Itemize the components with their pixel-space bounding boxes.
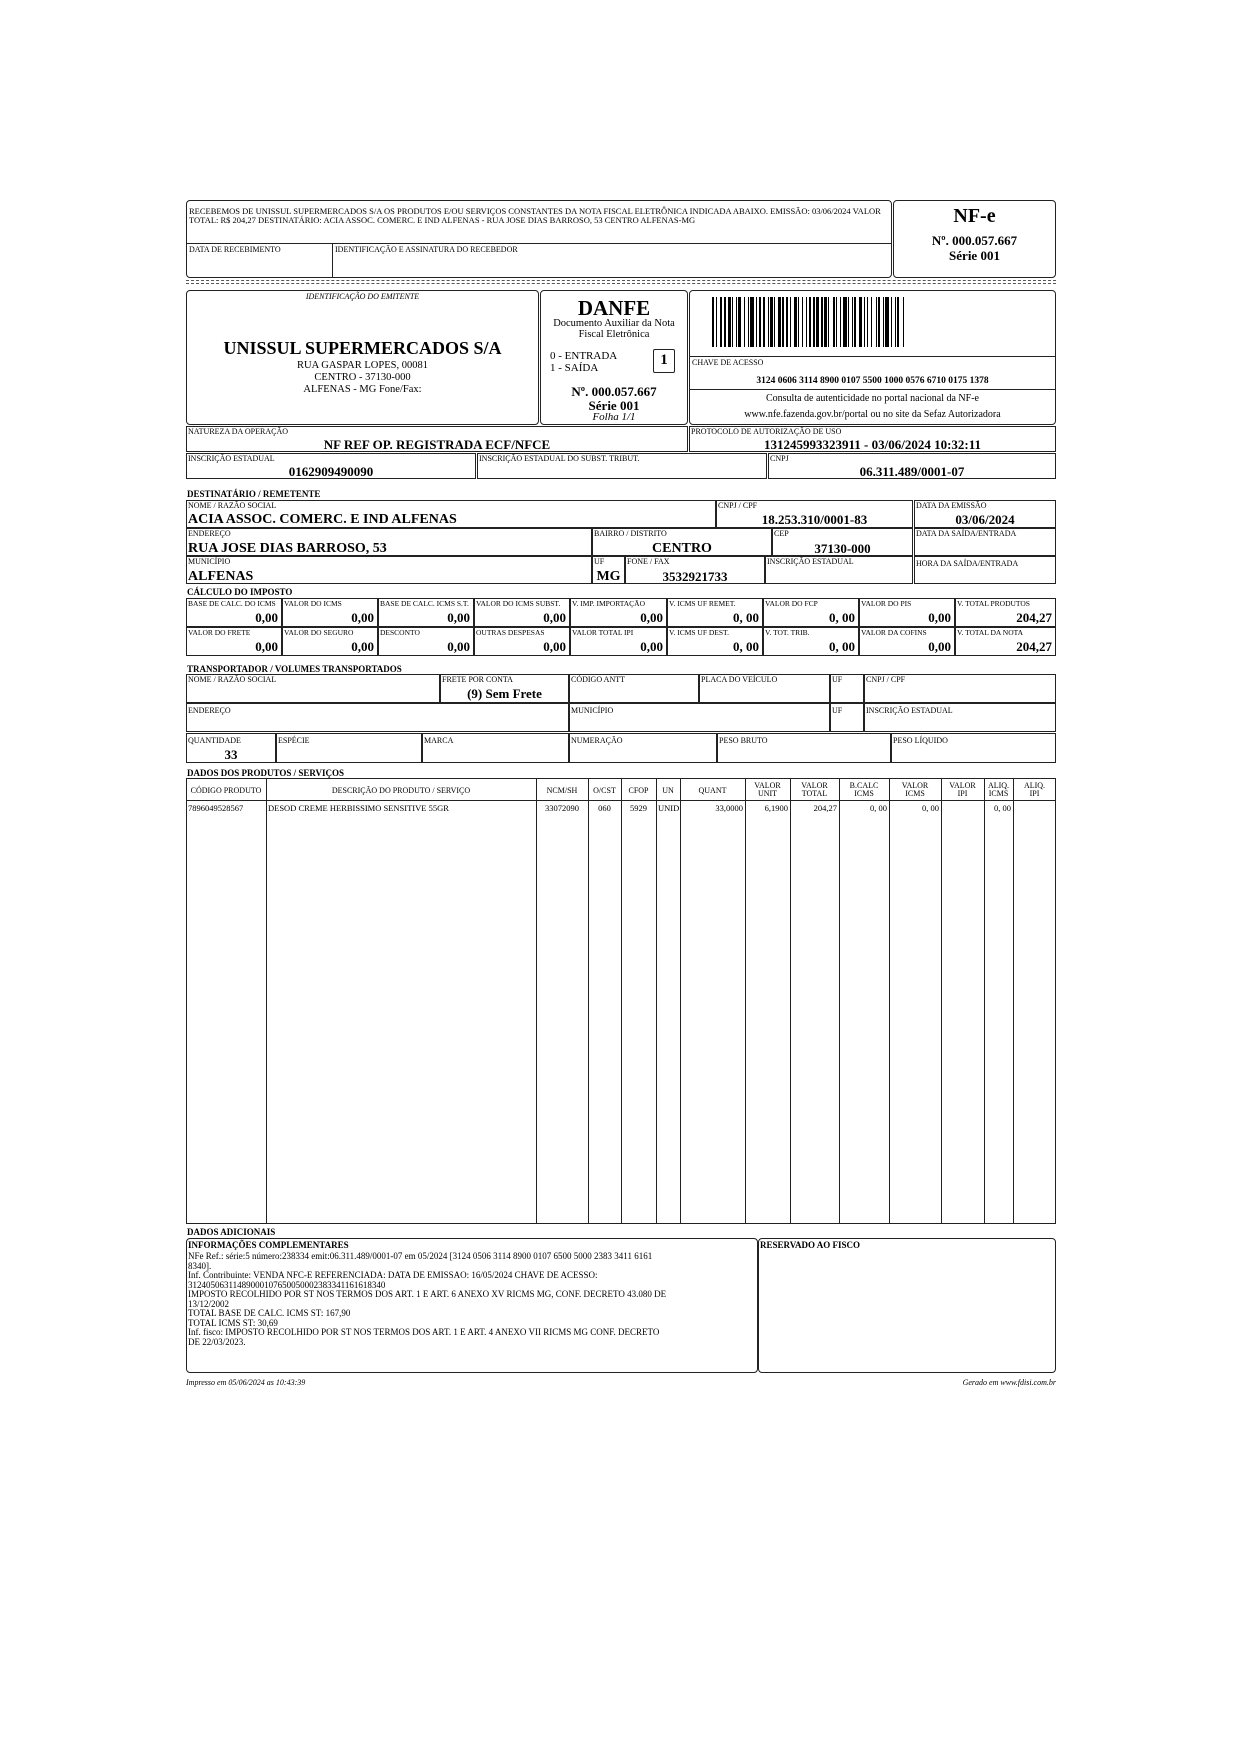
imposto-label: VALOR DO FRETE — [188, 628, 251, 637]
data-recebimento-label: DATA DE RECEBIMENTO — [189, 245, 281, 254]
dest-ie-label: INSCRIÇÃO ESTADUAL — [767, 557, 854, 566]
dest-cnpj-value: 18.253.310/0001-83 — [761, 512, 868, 527]
fisco-box — [758, 1238, 1056, 1373]
info-lines — [188, 1252, 753, 1347]
column-header: O/CST — [593, 786, 616, 795]
adicionais-section: DADOS ADICIONAIS — [187, 1227, 276, 1237]
transp-ie-label: INSCRIÇÃO ESTADUAL — [866, 706, 953, 715]
imposto-label: BASE DE CALC. ICMS S.T. — [380, 599, 469, 608]
dest-endereco-value: RUA JOSE DIAS BARROSO, 53 — [188, 541, 387, 556]
column-divider — [889, 778, 890, 1224]
emitente-address3: ALFENAS - MG Fone/Fax: — [303, 384, 422, 395]
imposto-value: 0,00 — [351, 610, 374, 625]
transp-nome-label: NOME / RAZÃO SOCIAL — [188, 675, 277, 684]
canhoto-serie: Série 001 — [949, 248, 1000, 263]
transp-numeracao-label: NUMERAÇÃO — [571, 736, 623, 745]
info-label: INFORMAÇÕES COMPLEMENTARES — [188, 1240, 349, 1250]
column-divider — [266, 778, 267, 1224]
imposto-value: 0,00 — [255, 610, 278, 625]
imposto-label: VALOR DO FCP — [765, 599, 818, 608]
footer-gerado: Gerado em www.fdisi.com.br — [962, 1378, 1056, 1387]
imposto-label: OUTRAS DESPESAS — [476, 628, 545, 637]
danfe-saida: 1 - SAÍDA — [550, 362, 599, 374]
cut-line — [186, 280, 1056, 281]
transp-frete-value: (9) Sem Frete — [467, 686, 542, 701]
danfe-serie: Série 001 — [588, 398, 640, 413]
produtos-section: DADOS DOS PRODUTOS / SERVIÇOS — [187, 768, 345, 778]
dest-cep-label: CEP — [774, 529, 789, 538]
cnpj-emit-label: CNPJ — [770, 454, 789, 463]
danfe-title: DANFE — [577, 296, 651, 320]
emitente-name: UNISSUL SUPERMERCADOS S/A — [223, 338, 502, 358]
destinatario-section: DESTINATÁRIO / REMETENTE — [187, 489, 321, 499]
dest-fone-label: FONE / FAX — [627, 557, 670, 566]
natureza-value: NF REF OP. REGISTRADA ECF/NFCE — [323, 437, 551, 452]
canhoto-divider — [186, 243, 892, 244]
column-header: DESCRIÇÃO DO PRODUTO / SERVIÇO — [331, 786, 471, 795]
column-header: VALOR TOTAL — [801, 781, 828, 798]
imposto-label: DESCONTO — [380, 628, 420, 637]
imposto-value: 0,00 — [928, 639, 951, 654]
danfe-subtitle1: Documento Auxiliar da Nota — [553, 318, 675, 329]
barcode-image — [712, 297, 1030, 347]
imposto-label: V. ICMS UF DEST. — [669, 628, 729, 637]
column-divider — [941, 778, 942, 1224]
dest-municipio-label: MUNICÍPIO — [188, 557, 231, 566]
cut-line-2 — [186, 283, 1056, 284]
table-cell: 7896049528567 — [188, 803, 244, 813]
fisco-label: RESERVADO AO FISCO — [760, 1240, 861, 1250]
column-divider — [984, 778, 985, 1224]
info-line: 13/12/2002 — [188, 1298, 230, 1309]
canhoto-vdivider — [332, 243, 333, 278]
ie-label: INSCRIÇÃO ESTADUAL — [188, 454, 275, 463]
imposto-label: VALOR DO SEGURO — [284, 628, 354, 637]
column-header: VALOR ICMS — [901, 781, 929, 798]
footer-impresso: Impresso em 05/06/2024 as 10:43:39 — [186, 1378, 306, 1387]
column-divider — [790, 778, 791, 1224]
imposto-label: V. TOT. TRIB. — [765, 628, 810, 637]
imposto-value: 204,27 — [1016, 639, 1052, 654]
column-divider — [536, 778, 537, 1224]
column-divider — [1013, 778, 1014, 1224]
column-header: NCM/SH — [546, 786, 578, 795]
dest-nome-value: ACIA ASSOC. COMERC. E IND ALFENAS — [188, 512, 457, 527]
imposto-label: VALOR DO ICMS SUBST. — [476, 599, 561, 608]
chave-divider — [689, 356, 1056, 357]
info-line: IMPOSTO RECOLHIDO POR ST NOS TERMOS DOS ART. 1 E ART. 6 ANEXO XV RICMS MG, CONF. DECRETO 43.080 DE — [188, 1289, 667, 1299]
transp-quantidade-label: QUANTIDADE — [188, 736, 241, 745]
column-header: QUANT — [698, 786, 727, 795]
imposto-value: 0,00 — [255, 639, 278, 654]
imposto-label: VALOR TOTAL IPI — [572, 628, 634, 637]
canhoto-nfe-title: NF-e — [953, 205, 996, 227]
column-divider — [621, 778, 622, 1224]
transp-especie-label: ESPÉCIE — [278, 736, 310, 745]
column-header: CFOP — [628, 786, 649, 795]
info-line: TOTAL BASE DE CALC. ICMS ST: 167,90 — [188, 1308, 351, 1318]
table-cell: 6,1900 — [764, 803, 788, 813]
imposto-label: VALOR DO ICMS — [284, 599, 342, 608]
column-divider — [839, 778, 840, 1224]
imposto-value: 0, 00 — [733, 639, 759, 654]
dest-uf-value: MG — [596, 569, 621, 584]
transp-placa-label: PLACA DO VEÍCULO — [701, 675, 778, 684]
info-line: 8340]. — [188, 1260, 212, 1271]
table-cell: 204,27 — [813, 803, 837, 813]
ie-value: 0162909490090 — [288, 464, 374, 479]
dest-nome-label: NOME / RAZÃO SOCIAL — [188, 501, 277, 510]
transp-peso-liquido-label: PESO LÍQUIDO — [893, 736, 948, 745]
emitente-address2: CENTRO - 37130-000 — [314, 372, 411, 383]
chave-consulta2: www.nfe.fazenda.gov.br/portal ou no site da Sefaz Autorizadora — [744, 409, 1001, 420]
imposto-label: V. IMP. IMPORTAÇÃO — [572, 599, 645, 608]
transp-marca-label: MARCA — [424, 736, 454, 745]
info-line: TOTAL ICMS ST: 30,69 — [188, 1317, 278, 1328]
info-line: DE 22/03/2023. — [188, 1336, 246, 1347]
table-cell: 0, 00 — [870, 803, 887, 813]
imposto-value: 0, 00 — [829, 610, 855, 625]
imposto-value: 0,00 — [640, 639, 663, 654]
column-header: UN — [662, 786, 674, 795]
dest-cnpj-label: CNPJ / CPF — [718, 501, 758, 510]
natureza-label: NATUREZA DA OPERAÇÃO — [188, 427, 289, 436]
emitente-section-label: IDENTIFICAÇÃO DO EMITENTE — [305, 292, 420, 301]
cnpj-emit-value: 06.311.489/0001-07 — [859, 464, 965, 479]
imposto-section: CÁLCULO DO IMPOSTO — [187, 587, 293, 597]
imposto-label: BASE DE CALC. DO ICMS — [188, 599, 276, 608]
table-cell: UNID — [658, 803, 680, 813]
table-cell: 33072090 — [545, 803, 579, 813]
table-cell: 5929 — [630, 803, 647, 813]
imposto-value: 0, 00 — [733, 610, 759, 625]
column-divider — [656, 778, 657, 1224]
danfe-folha: Folha 1/1 — [592, 411, 636, 423]
dest-fone-value: 3532921733 — [662, 569, 728, 584]
info-line: Inf. Contribuinte: VENDA NFC-E REFERENCIADA: DATA DE EMISSAO: 16/05/2024 CHAVE DE ACESSO: — [188, 1270, 598, 1280]
imposto-value: 0,00 — [543, 610, 566, 625]
chave-consulta1: Consulta de autenticidade no portal nacional da NF-e — [766, 393, 979, 404]
imposto-value: 0,00 — [447, 610, 470, 625]
column-header: VALOR IPI — [949, 781, 976, 798]
imposto-value: 0,00 — [543, 639, 566, 654]
transp-frete-label: FRETE POR CONTA — [442, 675, 513, 684]
dest-cep-value: 37130-000 — [814, 541, 871, 556]
dest-bairro-label: BAIRRO / DISTRITO — [594, 529, 667, 538]
column-header: VALOR UNIT — [754, 781, 781, 798]
transportador-section: TRANSPORTADOR / VOLUMES TRANSPORTADOS — [187, 664, 402, 674]
table-cell: 33,0000 — [715, 803, 743, 813]
imposto-label: V. TOTAL PRODUTOS — [957, 599, 1030, 608]
danfe-numero: Nº. 000.057.667 — [571, 384, 657, 399]
transp-municipio-label: MUNICÍPIO — [571, 706, 614, 715]
emitente-address1: RUA GASPAR LOPES, 00081 — [297, 360, 428, 371]
column-divider — [588, 778, 589, 1224]
transp-uf2-label: UF — [832, 706, 843, 715]
danfe-subtitle2: Fiscal Eletrônica — [578, 329, 650, 340]
transp-endereco-label: ENDEREÇO — [188, 706, 231, 715]
dest-saida-label: DATA DA SAÍDA/ENTRADA — [916, 529, 1017, 538]
danfe-tipo: 1 — [660, 352, 668, 368]
imposto-value: 0,00 — [447, 639, 470, 654]
transp-quantidade-value: 33 — [224, 747, 238, 762]
imposto-label: VALOR DO PIS — [861, 599, 912, 608]
table-cell: 060 — [598, 803, 611, 813]
imposto-label: V. ICMS UF REMET. — [669, 599, 736, 608]
info-line: 31240506311489000107650050002383341161618340 — [188, 1279, 386, 1290]
info-line: Inf. fisco: IMPOSTO RECOLHIDO POR ST NOS TERMOS DOS ART. 1 E ART. 4 ANEXO VII RICMS MG CONF. DECRETO — [188, 1327, 660, 1337]
column-divider — [745, 778, 746, 1224]
transp-cnpj-label: CNPJ / CPF — [866, 675, 906, 684]
imposto-value: 204,27 — [1016, 610, 1052, 625]
column-header: B.CALC ICMS — [849, 781, 879, 798]
dest-emissao-value: 03/06/2024 — [955, 512, 1015, 527]
column-header: CÓDIGO PRODUTO — [190, 786, 262, 795]
imposto-value: 0,00 — [640, 610, 663, 625]
table-cell: 0, 00 — [994, 803, 1011, 813]
dest-uf-label: UF — [594, 557, 605, 566]
dest-emissao-label: DATA DA EMISSÃO — [916, 501, 987, 510]
identificacao-recebedor-label: IDENTIFICAÇÃO E ASSINATURA DO RECEBEDOR — [335, 245, 518, 254]
info-line: NFe Ref.: série:5 número:238334 emit:06.311.489/0001-07 em 05/2024 [3124 0506 3114 8900 0107 6500 5000 2383 3411 6161 — [188, 1251, 653, 1261]
imposto-value: 0, 00 — [829, 639, 855, 654]
imposto-value: 0,00 — [351, 639, 374, 654]
column-header: ALIQ. IPI — [1023, 781, 1046, 798]
imposto-value: 0,00 — [928, 610, 951, 625]
canhoto-text: RECEBEMOS DE UNISSUL SUPERMERCADOS S/A OS PRODUTOS E/OU SERVIÇOS CONSTANTES DA NOTA FISCAL ELETRÔNICA INDICADA ABAIXO. EMISSÃO: 03/06/2024 VALOR TOTAL: R$ 204,27 DESTINATÁRIO: ACIA ASSOC. COMERC. E IND ALFENAS - RUA JOSE DIAS BARROSO, 53 CENTRO ALFENAS-MG — [189, 206, 881, 225]
transp-uf-label: UF — [832, 675, 843, 684]
table-cell: DESOD CREME HERBISSIMO SENSITIVE 55GR — [268, 803, 449, 813]
column-header: ALIQ. ICMS — [987, 781, 1010, 798]
transp-antt-label: CÓDIGO ANTT — [571, 675, 625, 684]
protocolo-value: 131245993323911 - 03/06/2024 10:32:11 — [763, 437, 982, 452]
transp-endereco-box — [186, 703, 569, 732]
chave-divider-2 — [689, 389, 1056, 390]
ie-st-label: INSCRIÇÃO ESTADUAL DO SUBST. TRIBUT. — [479, 454, 640, 463]
chave-label: CHAVE DE ACESSO — [692, 358, 764, 367]
dest-municipio-value: ALFENAS — [188, 569, 254, 584]
canhoto-numero: Nº. 000.057.667 — [931, 233, 1018, 248]
dest-endereco-label: ENDEREÇO — [188, 529, 231, 538]
dest-hora-label: HORA DA SAÍDA/ENTRADA — [916, 559, 1019, 568]
table-cell: 0, 00 — [922, 803, 939, 813]
dest-bairro-value: CENTRO — [652, 541, 712, 556]
danfe-entrada: 0 - ENTRADA — [550, 350, 618, 362]
column-divider — [680, 778, 681, 1224]
chave-value: 3124 0606 3114 8900 0107 5500 1000 0576 6710 0175 1378 — [756, 376, 989, 386]
protocolo-label: PROTOCOLO DE AUTORIZAÇÃO DE USO — [691, 427, 842, 436]
imposto-label: VALOR DA COFINS — [861, 628, 927, 637]
imposto-label: V. TOTAL DA NOTA — [957, 628, 1024, 637]
transp-peso-bruto-label: PESO BRUTO — [719, 736, 768, 745]
